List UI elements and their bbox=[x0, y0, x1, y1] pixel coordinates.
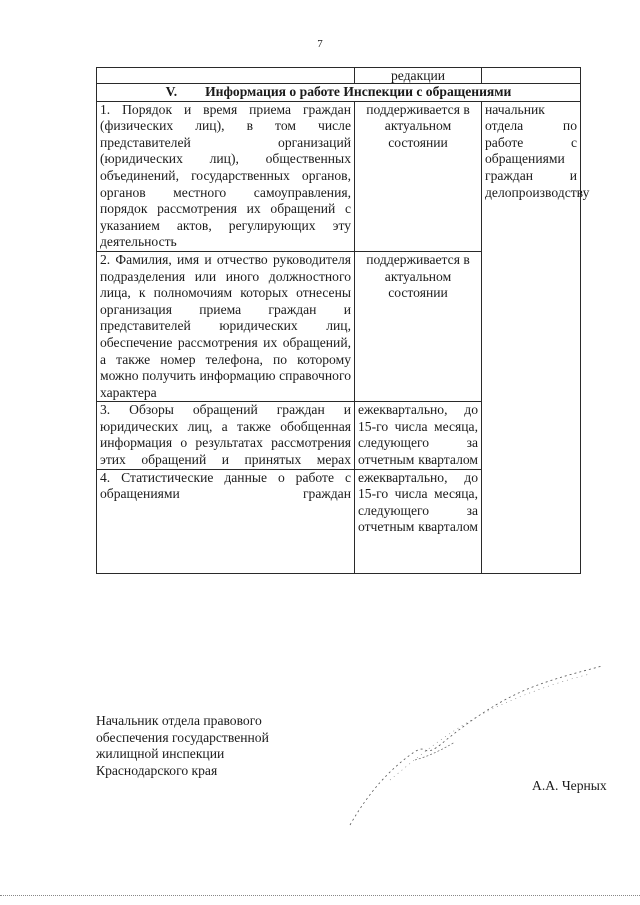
row-4-description: 4. Статистические данные о работе с обращениями граждан bbox=[97, 469, 355, 573]
row-4-frequency: ежеквартально, до 15-го числа месяца, следующего за отчетным кварталом bbox=[355, 469, 482, 573]
page-number: 7 bbox=[317, 38, 323, 50]
table-row bbox=[97, 101, 581, 251]
row-1-description: 1. Порядок и время приема граждан (физических лиц), в том числе представителей организаций (юридических лиц), общественных объединений, государственных органов, органов местного самоуправления, порядок рассмотрения их обращений с указанием актов, регулирующих эту деятельность bbox=[97, 101, 355, 251]
position-line: обеспечения государственной bbox=[96, 729, 269, 745]
top-row-cell-2: редакции bbox=[355, 68, 482, 84]
handwritten-signature bbox=[330, 660, 610, 830]
position-line: Начальник отдела правового bbox=[96, 713, 262, 728]
section-number: V. bbox=[165, 84, 178, 99]
row-2-description: 2. Фамилия, имя и отчество руководителя подразделения или иного должностного лица, к полномочиям которых отнесены организация приема граждан и представителей юридических лиц, обеспечение рассмотрения их обращений, а также номер телефона, по которому можно получить информацию справочного характера bbox=[97, 251, 355, 401]
top-row-cell-1 bbox=[97, 68, 355, 84]
table-top-row bbox=[97, 68, 581, 84]
position-line: жилищной инспекции bbox=[96, 746, 225, 762]
top-row-cell-3 bbox=[482, 68, 581, 84]
section-header-row bbox=[97, 84, 581, 102]
row-3-description: 3. Обзоры обращений граждан и юридических лиц, а также обобщенная информация о результатах рассмотрения этих обращений и принятых мерах bbox=[97, 402, 355, 469]
section-title: Информация о работе Инспекции с обращениями bbox=[205, 84, 512, 99]
position-line: Краснодарского края bbox=[96, 762, 218, 778]
row-3-frequency: ежеквартально, до 15-го числа месяца, следующего за отчетным кварталом bbox=[355, 402, 482, 469]
signature-position bbox=[96, 713, 269, 779]
information-table bbox=[96, 67, 590, 574]
row-1-frequency: поддерживается в актуальном состоянии bbox=[355, 101, 482, 251]
signer-name: А.А. Черных bbox=[532, 778, 607, 793]
row-2-frequency: поддерживается в актуальном состоянии bbox=[355, 251, 482, 401]
responsible-person: начальник отдела по работе с обращениями граждан и делопроизводству bbox=[482, 101, 581, 573]
footer-divider bbox=[0, 895, 640, 898]
section-header bbox=[97, 84, 581, 102]
